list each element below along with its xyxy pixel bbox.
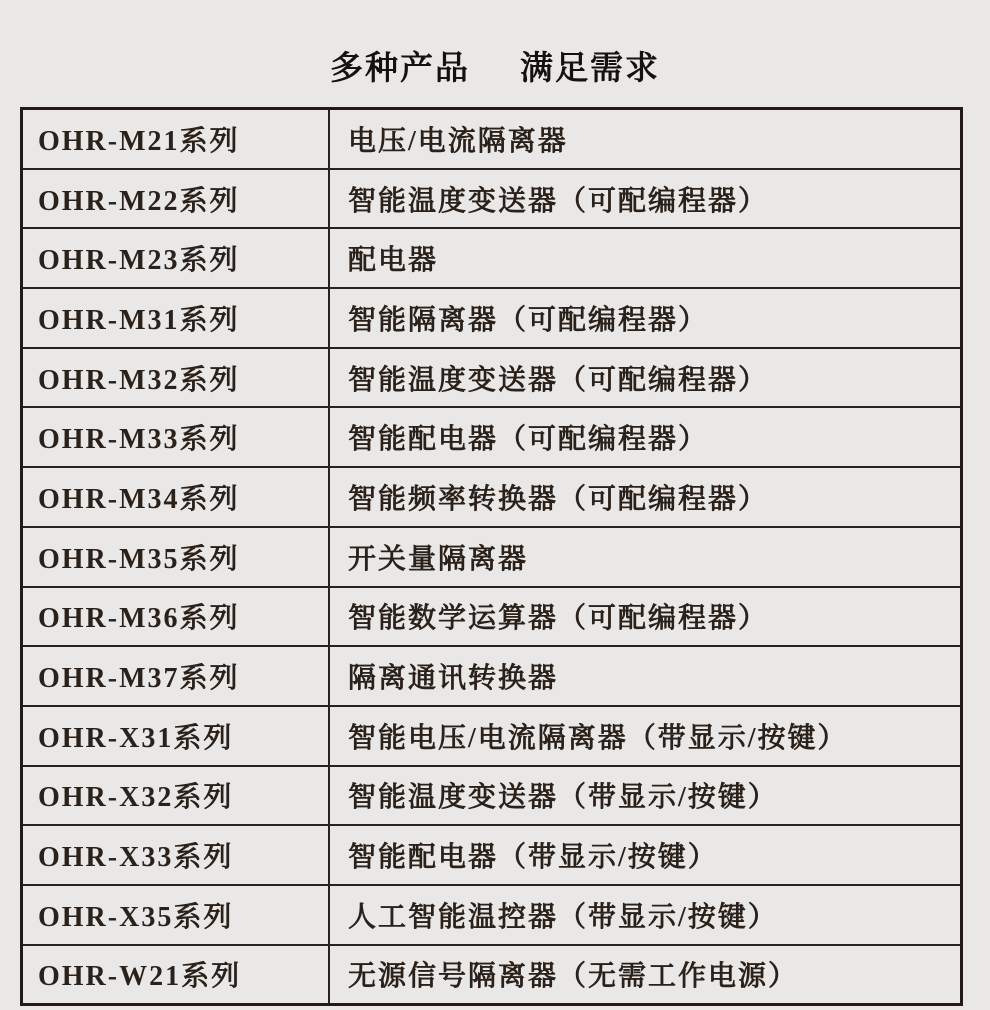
description-cell: 隔离通讯转换器 — [329, 646, 962, 706]
table-row — [22, 169, 962, 229]
table-row — [22, 706, 962, 766]
description-cell: 智能电压/电流隔离器（带显示/按键） — [329, 706, 962, 766]
table-row — [22, 348, 962, 408]
series-cell: OHR-W21系列 — [22, 945, 330, 1005]
table-row — [22, 288, 962, 348]
series-cell: OHR-X33系列 — [22, 825, 330, 885]
table-row — [22, 407, 962, 467]
page-title-part2: 满足需求 — [520, 49, 660, 86]
page-title-part1: 多种产品 — [330, 49, 470, 86]
description-cell: 智能配电器（带显示/按键） — [329, 825, 962, 885]
description-cell: 智能数学运算器（可配编程器） — [329, 587, 962, 647]
description-cell: 智能温度变送器（可配编程器） — [329, 169, 962, 229]
table-row — [22, 766, 962, 826]
series-cell: OHR-M32系列 — [22, 348, 330, 408]
table-row — [22, 527, 962, 587]
table-row — [22, 109, 962, 169]
description-cell: 人工智能温控器（带显示/按键） — [329, 885, 962, 945]
description-cell: 智能频率转换器（可配编程器） — [329, 467, 962, 527]
series-cell: OHR-M35系列 — [22, 527, 330, 587]
description-cell: 智能配电器（可配编程器） — [329, 407, 962, 467]
description-cell: 智能隔离器（可配编程器） — [329, 288, 962, 348]
table-row — [22, 646, 962, 706]
description-cell: 配电器 — [329, 228, 962, 288]
table-row — [22, 228, 962, 288]
series-cell: OHR-M34系列 — [22, 467, 330, 527]
series-cell: OHR-M36系列 — [22, 587, 330, 647]
description-cell: 电压/电流隔离器 — [329, 109, 962, 169]
table-row — [22, 467, 962, 527]
series-cell: OHR-M21系列 — [22, 109, 330, 169]
description-cell: 智能温度变送器（可配编程器） — [329, 348, 962, 408]
series-cell: OHR-X32系列 — [22, 766, 330, 826]
series-cell: OHR-M37系列 — [22, 646, 330, 706]
table-row — [22, 945, 962, 1005]
series-cell: OHR-X31系列 — [22, 706, 330, 766]
product-series-table — [20, 107, 963, 1006]
table-row — [22, 825, 962, 885]
description-cell: 开关量隔离器 — [329, 527, 962, 587]
series-cell: OHR-M22系列 — [22, 169, 330, 229]
description-cell: 智能温度变送器（带显示/按键） — [329, 766, 962, 826]
description-cell: 无源信号隔离器（无需工作电源） — [329, 945, 962, 1005]
series-cell: OHR-M31系列 — [22, 288, 330, 348]
table-row — [22, 885, 962, 945]
series-cell: OHR-M33系列 — [22, 407, 330, 467]
page-title — [0, 42, 990, 89]
table-row — [22, 587, 962, 647]
series-cell: OHR-M23系列 — [22, 228, 330, 288]
series-cell: OHR-X35系列 — [22, 885, 330, 945]
